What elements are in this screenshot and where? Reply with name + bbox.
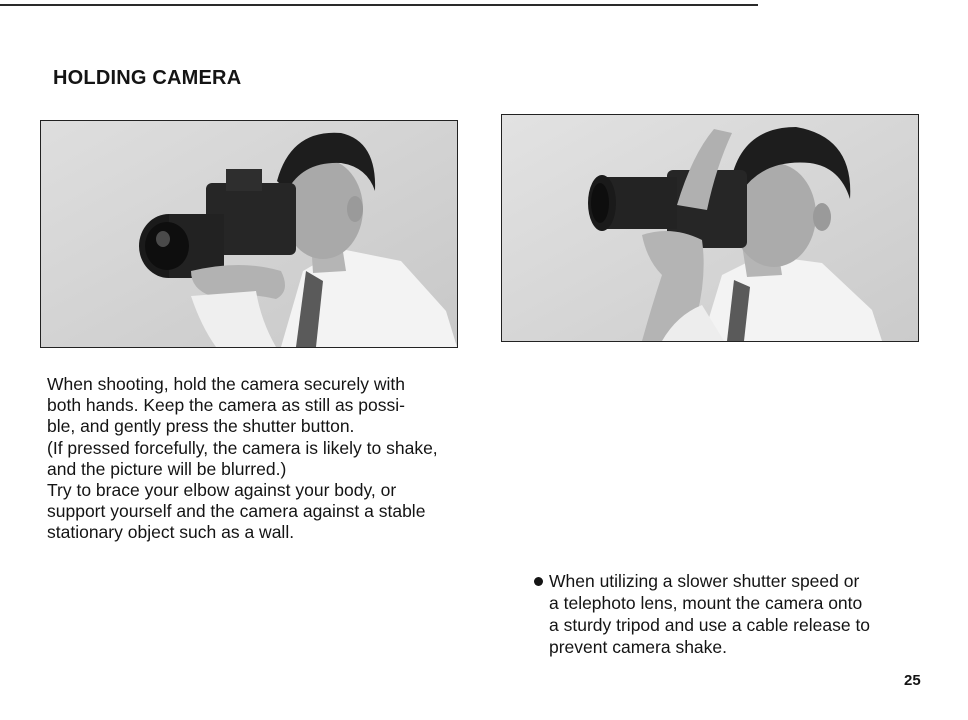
instruction-line: both hands. Keep the camera as still as possi- [47, 395, 405, 416]
instructions-paragraph [47, 374, 497, 544]
photo-horizontal-grip [40, 120, 458, 348]
instruction-line: (If pressed forcefully, the camera is likely to shake, [47, 437, 438, 458]
instruction-line: When shooting, hold the camera securely with [47, 374, 405, 394]
section-title: HOLDING CAMERA [53, 67, 242, 89]
note-line: a telephoto lens, mount the camera onto [549, 593, 863, 613]
instruction-line: support yourself and the camera against a stable [47, 501, 426, 522]
instruction-line: Try to brace your elbow against your body, or [47, 480, 397, 501]
note-line: When utilizing a slower shutter speed or [549, 571, 860, 591]
photo-vertical-grip [501, 114, 919, 342]
instruction-line: and the picture will be blurred.) [47, 458, 287, 479]
instruction-line: ble, and gently press the shutter button. [47, 416, 355, 437]
note-line: prevent camera shake. [549, 637, 728, 657]
page-number: 25 [904, 672, 921, 689]
top-rule [0, 4, 758, 6]
bullet-icon [534, 577, 543, 586]
tripod-note-text [549, 570, 870, 658]
instruction-line: stationary object such as a wall. [47, 522, 295, 543]
note-line: a sturdy tripod and use a cable release to [549, 615, 871, 635]
